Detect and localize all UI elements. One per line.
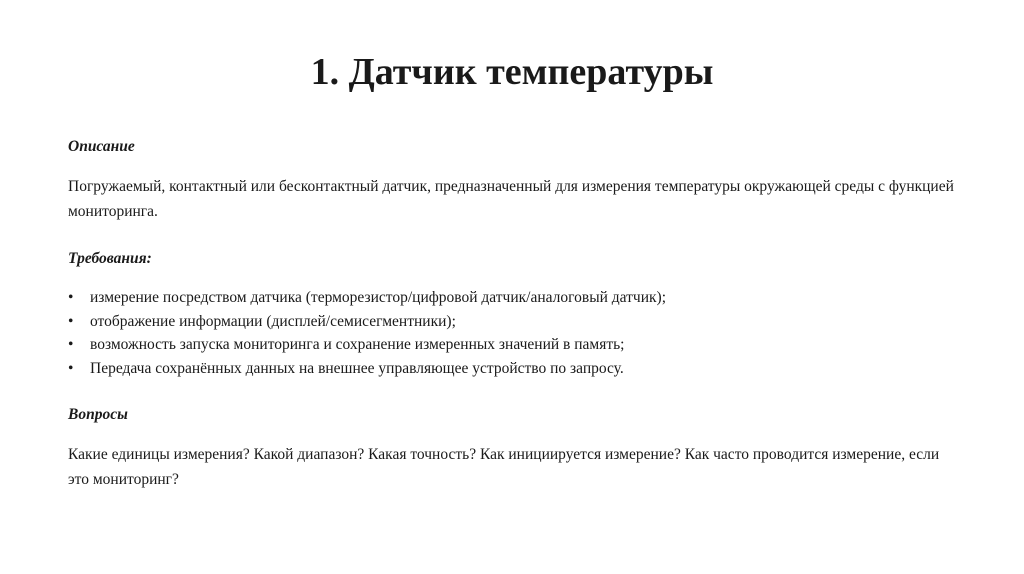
bullet-icon: • [68, 289, 74, 306]
list-item-text: измерение посредством датчика (терморезистор/цифровой датчик/аналоговый датчик); [90, 289, 667, 306]
list-item-text: возможность запуска мониторинга и сохранение измеренных значений в память; [90, 336, 625, 353]
bullet-icon: • [68, 336, 74, 353]
questions-heading: Вопросы [68, 406, 128, 423]
list-item [68, 310, 958, 334]
bullet-icon: • [68, 312, 74, 330]
bullet-icon: • [68, 359, 74, 377]
requirements-list [68, 286, 958, 380]
list-item-text: Передача сохранённых данных на внешнее управляющее устройство по запросу. [90, 359, 624, 377]
slide-title: 1. Датчик температуры [310, 51, 714, 93]
list-item-text: отображение информации (дисплей/семисегментники); [90, 312, 456, 330]
list-item [68, 286, 958, 310]
requirements-heading: Требования: [68, 250, 152, 267]
list-item [68, 333, 958, 357]
questions-text: Какие единицы измерения? Какой диапазон? Какая точность? Как инициируется измерение? Как часто проводится измерение, если это мониторинг? [68, 446, 940, 488]
slide-content [68, 134, 958, 492]
description-text: Погружаемый, контактный или бесконтактный датчик, предназначенный для измерения температуры окружающей среды с функцией мониторинга. [68, 178, 954, 220]
description-heading: Описание [68, 138, 135, 155]
list-item [68, 357, 958, 381]
